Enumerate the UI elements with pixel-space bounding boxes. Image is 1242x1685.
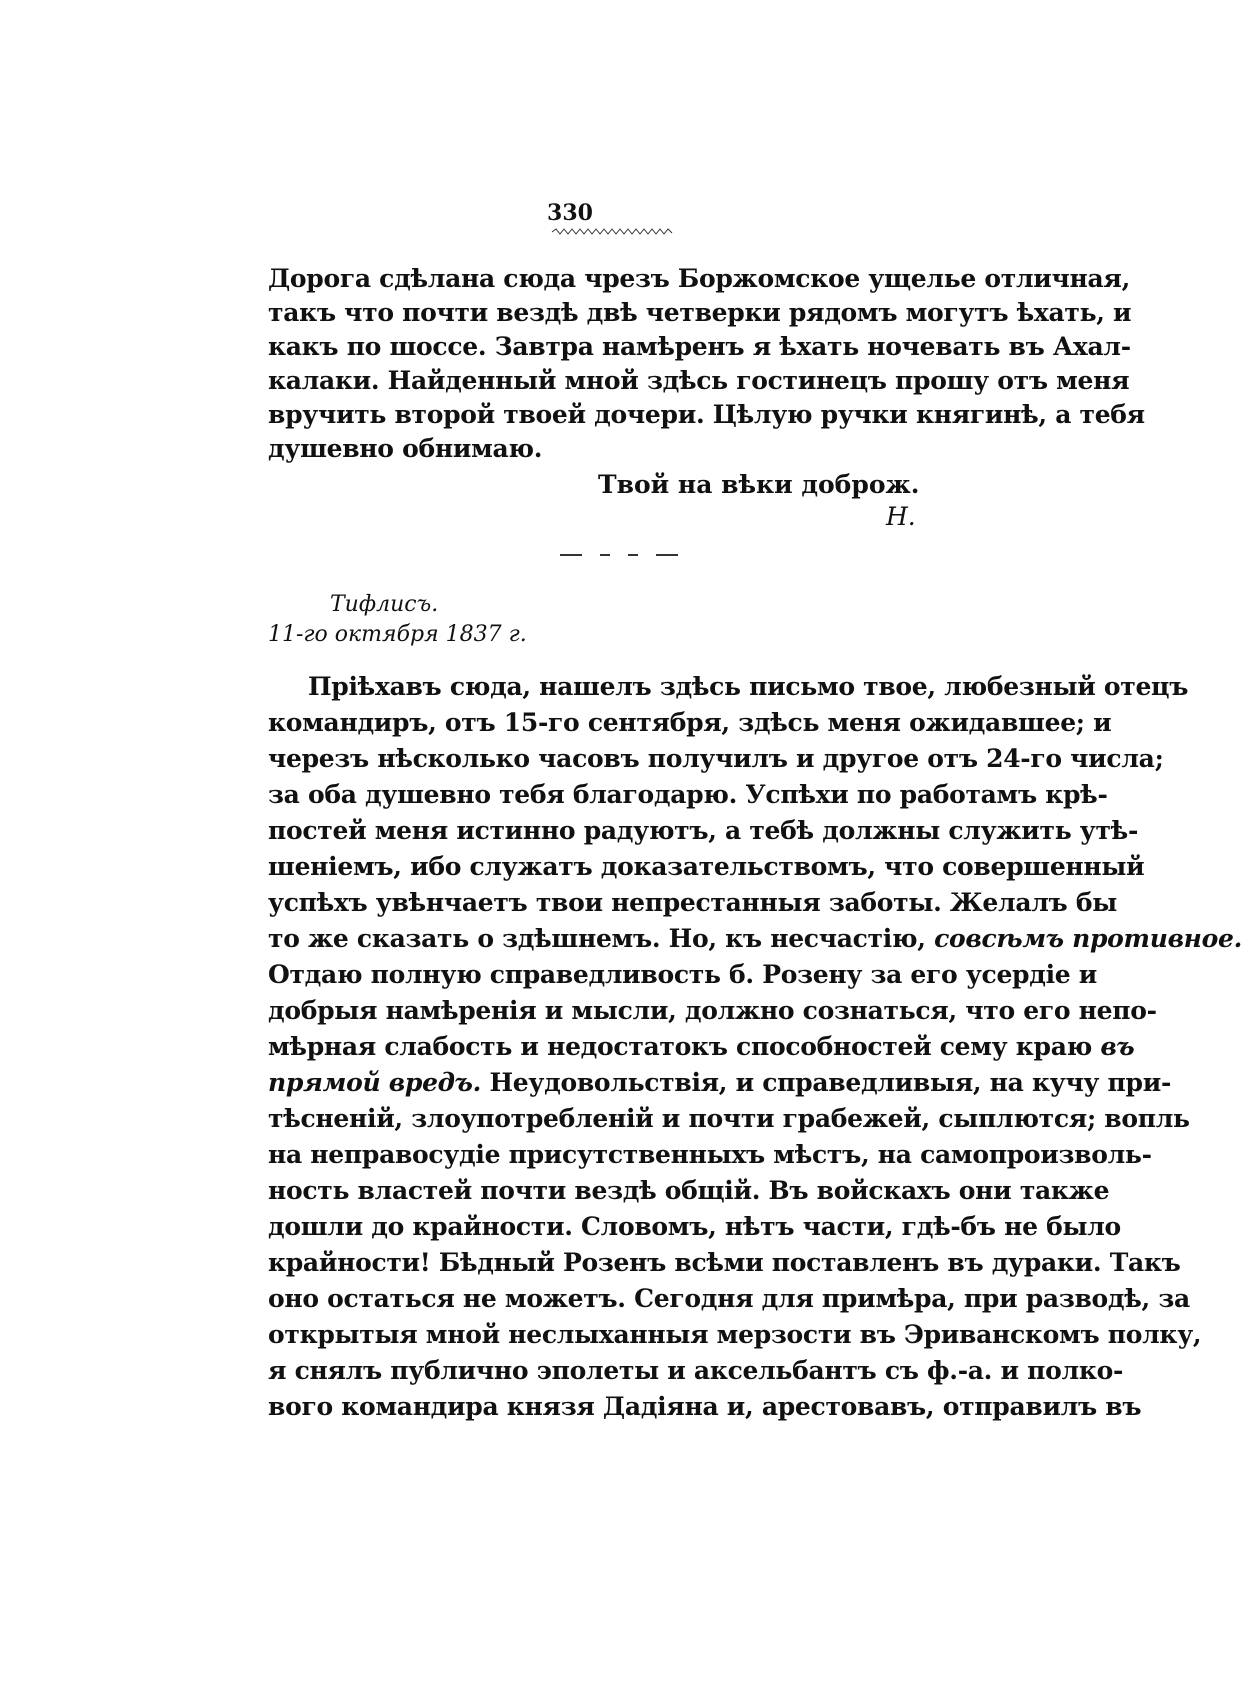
text-line: командиръ, отъ 15-го сентября, здѣсь меня ожидавшее; и: [268, 708, 1112, 737]
text-line: калаки. Найденный мной здѣсь гостинецъ прошу отъ меня: [268, 366, 1130, 395]
section-separator: [560, 552, 680, 558]
letter-closing: Твой на вѣки доброж.: [598, 470, 920, 499]
text-line: ность властей почти вездѣ общій. Въ войскахъ они также: [268, 1176, 1110, 1205]
italic-fragment: прямой вредъ.: [268, 1068, 482, 1097]
text-line: такъ что почти вездѣ двѣ четверки рядомъ могутъ ѣхать, и: [268, 298, 1132, 327]
text-line: за оба душевно тебя благодарю. Успѣхи по работамъ крѣ-: [268, 780, 1108, 809]
text-line: [268, 1030, 1135, 1064]
text-line: вручить второй твоей дочери. Цѣлую ручки княгинѣ, а тебя: [268, 400, 1145, 429]
page-number-ornament: [552, 228, 674, 236]
text-line: [268, 1066, 1172, 1100]
text-line: шеніемъ, ибо служатъ доказательствомъ, что совершенный: [268, 852, 1145, 881]
text-line: тѣсненій, злоупотребленій и почти грабежей, сыплются; вопль: [268, 1104, 1190, 1133]
text-line: дошли до крайности. Словомъ, нѣтъ части, гдѣ-бъ не было: [268, 1212, 1121, 1241]
text-line: постей меня истинно радуютъ, а тебѣ должны служить утѣ-: [268, 816, 1139, 845]
text-line: я снялъ публично эполеты и аксельбантъ съ ф.-а. и полко-: [268, 1356, 1124, 1385]
text-line: открытыя мной неслыханныя мерзости въ Эриванскомъ полку,: [268, 1320, 1202, 1349]
text-line: оно остаться не можетъ. Сегодня для примѣра, при разводѣ, за: [268, 1284, 1190, 1313]
text-line: крайности! Бѣдный Розенъ всѣми поставленъ въ дураки. Такъ: [268, 1248, 1181, 1277]
italic-fragment: совсѣмъ противное.: [934, 924, 1242, 953]
letter-date: 11-го октября 1837 г.: [268, 622, 527, 647]
text-line: Отдаю полную справедливость б. Розену за его усердіе и: [268, 960, 1098, 989]
text-line: Дорога сдѣлана сюда чрезъ Боржомское ущелье отличная,: [268, 264, 1130, 293]
text-line: [268, 922, 1242, 956]
text-line: добрыя намѣренія и мысли, должно сознаться, что его непо-: [268, 996, 1157, 1025]
text-line: душевно обнимаю.: [268, 434, 543, 463]
text-line: какъ по шоссе. Завтра намѣренъ я ѣхать ночевать въ Ахал-: [268, 332, 1131, 361]
text-line: вого командира князя Дадіяна и, арестовавъ, отправилъ въ: [268, 1392, 1142, 1421]
text-line: на неправосудіе присутственныхъ мѣстъ, на самопроизволь-: [268, 1140, 1152, 1169]
text-line: успѣхъ увѣнчаетъ твои непрестанныя заботы. Желалъ бы: [268, 888, 1117, 917]
text-fragment: Неудовольствія, и справедливыя, на кучу при-: [489, 1068, 1172, 1097]
text-fragment: то же сказать о здѣшнемъ. Но, къ несчастію,: [268, 924, 926, 953]
italic-fragment: въ: [1100, 1032, 1135, 1061]
letter-place: Тифлисъ.: [330, 592, 439, 617]
text-fragment: мѣрная слабость и недостатокъ способностей сему краю: [268, 1032, 1092, 1061]
page-number: 330: [547, 200, 593, 226]
text-line: черезъ нѣсколько часовъ получилъ и другое отъ 24-го числа;: [268, 744, 1164, 773]
text-line: Пріѣхавъ сюда, нашелъ здѣсь письмо твое, любезный отецъ: [308, 672, 1189, 701]
signature-initial: Н.: [886, 502, 916, 531]
